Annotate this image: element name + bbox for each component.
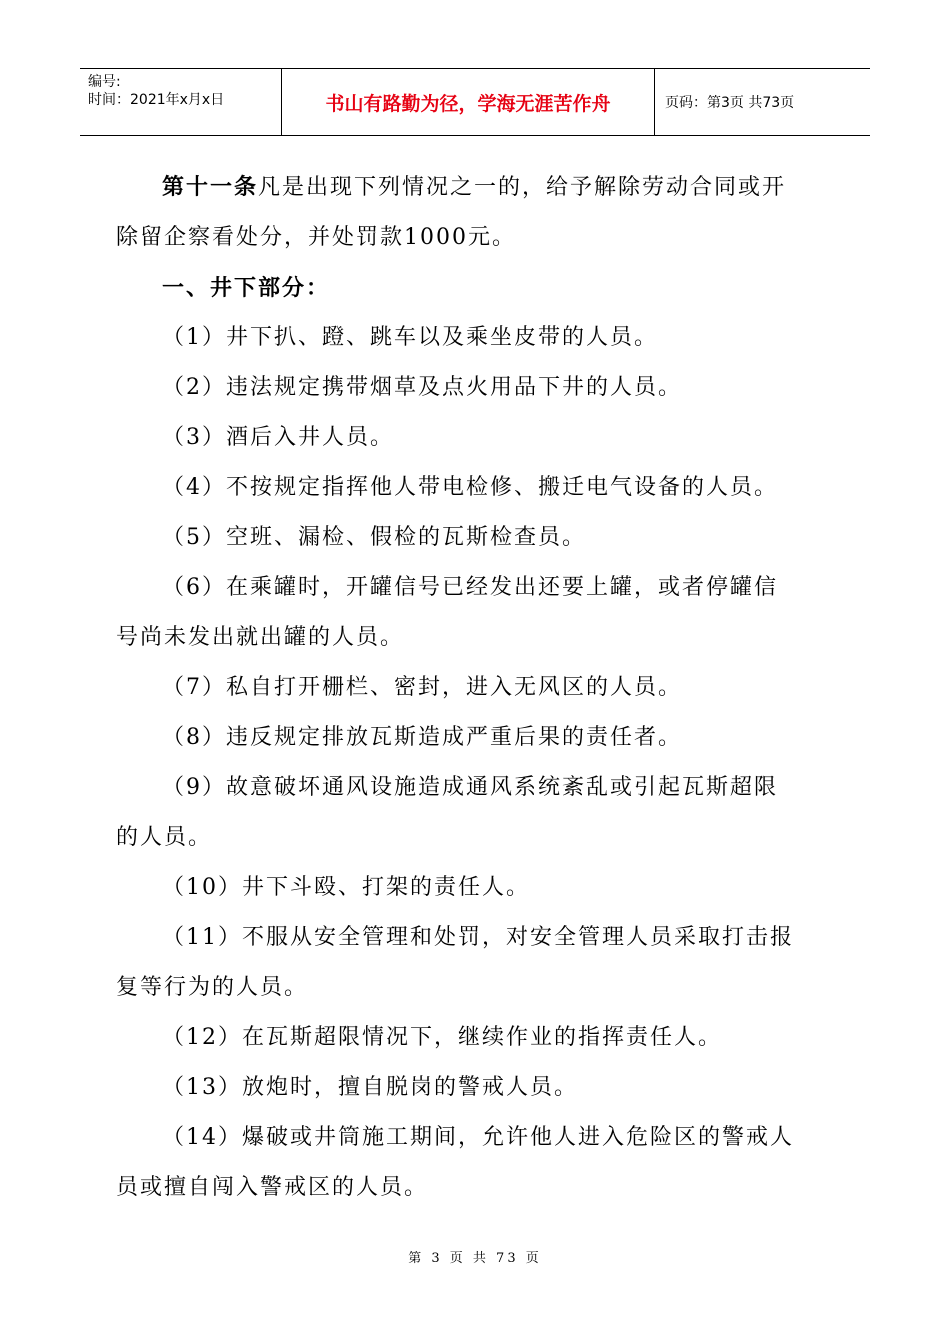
list-item: （6）在乘罐时，开罐信号已经发出还要上罐，或者停罐信 xyxy=(162,575,778,600)
list-item: （5）空班、漏检、假检的瓦斯检查员。 xyxy=(162,525,586,550)
document-body xyxy=(116,162,836,1213)
list-item: （3）酒后入井人员。 xyxy=(162,425,394,450)
list-item: （10）井下斗殴、打架的责任人。 xyxy=(162,875,530,900)
article-intro-line2: 除留企察看处分，并处罚款1000元。 xyxy=(116,225,516,250)
article-intro-line1: 凡是出现下列情况之一的，给予解除劳动合同或开 xyxy=(258,175,787,200)
header-meta xyxy=(80,69,282,135)
time-label: 时间：2021年x月x日 xyxy=(88,92,225,108)
list-item-continuation: 员或擅自闯入警戒区的人员。 xyxy=(116,1175,429,1200)
list-item: （11）不服从安全管理和处罚，对安全管理人员采取打击报 xyxy=(162,925,794,950)
number-label: 编号: xyxy=(88,74,121,90)
list-item: （4）不按规定指挥他人带电检修、搬迁电气设备的人员。 xyxy=(162,475,778,500)
list-item: （1）井下扒、蹬、跳车以及乘坐皮带的人员。 xyxy=(162,325,658,350)
list-item: （8）违反规定排放瓦斯造成严重后果的责任者。 xyxy=(162,725,682,750)
list-item: （2）违法规定携带烟草及点火用品下井的人员。 xyxy=(162,375,682,400)
list-item: （14）爆破或井筒施工期间，允许他人进入危险区的警戒人 xyxy=(162,1125,794,1150)
list-item: （12）在瓦斯超限情况下，继续作业的指挥责任人。 xyxy=(162,1025,722,1050)
header-page-info: 页码：第3页 共73页 xyxy=(665,95,795,111)
header-motto: 书山有路勤为径，学海无涯苦作舟 xyxy=(282,69,655,135)
article-intro xyxy=(116,162,836,213)
list-item: （9）故意破坏通风设施造成通风系统紊乱或引起瓦斯超限 xyxy=(162,775,778,800)
page-header xyxy=(80,68,870,136)
section-title: 一、井下部分： xyxy=(162,275,331,301)
list-item-continuation: 的人员。 xyxy=(116,825,213,850)
list-item: （7）私自打开栅栏、密封，进入无风区的人员。 xyxy=(162,675,682,700)
list-item: （13）放炮时，擅自脱岗的警戒人员。 xyxy=(162,1075,578,1100)
article-heading: 第十一条 xyxy=(162,174,259,200)
list-item-continuation: 号尚未发出就出罐的人员。 xyxy=(116,625,405,650)
list-item-continuation: 复等行为的人员。 xyxy=(116,975,309,1000)
page-footer: 第 3 页 共 73 页 xyxy=(408,1251,542,1266)
